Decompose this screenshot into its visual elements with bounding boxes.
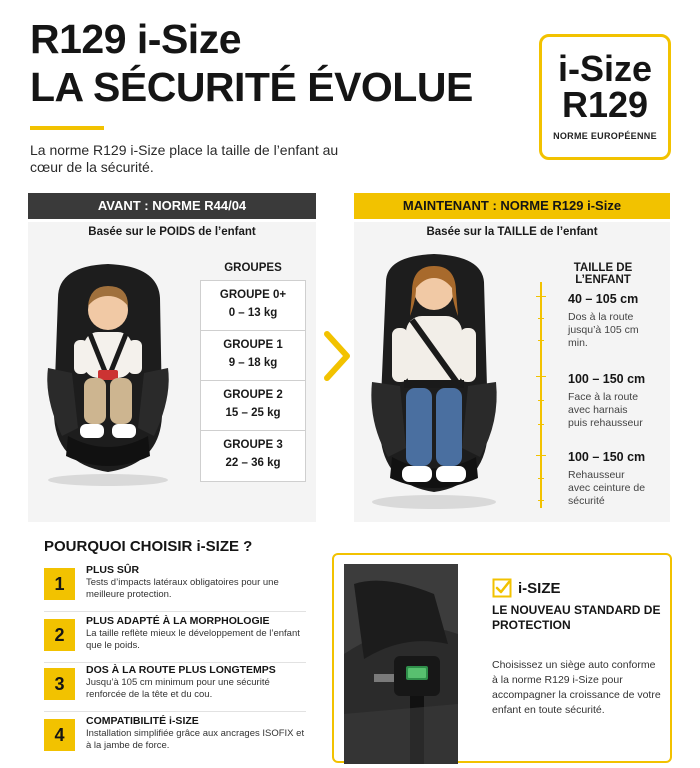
- car-seat-r44-illustration: [38, 258, 178, 488]
- scale-tick: [538, 500, 544, 501]
- page-title-line1: R129 i-Size: [30, 16, 241, 62]
- why-item: [44, 562, 306, 612]
- group-name: GROUPE 1: [223, 339, 283, 351]
- title-underline: [30, 126, 104, 130]
- why-title: POURQUOI CHOISIR i-SIZE ?: [44, 538, 253, 555]
- now-bar: MAINTENANT : NORME R129 i-Size: [354, 193, 670, 219]
- size-description: Rehausseur avec ceinture de sécurité: [568, 469, 646, 507]
- scale-tick: [538, 478, 544, 479]
- scale-tick: [536, 376, 546, 377]
- badge-line1: i-Size: [557, 48, 653, 89]
- why-item-title: DOS À LA ROUTE PLUS LONGTEMPS: [86, 664, 276, 676]
- group-row: [201, 331, 305, 381]
- group-weight: 9 – 18 kg: [228, 357, 278, 369]
- why-item: [44, 713, 306, 763]
- groups-column-title: GROUPES: [224, 262, 282, 274]
- scale-tick: [538, 424, 544, 425]
- why-item: [44, 662, 306, 712]
- card-label-row: [492, 578, 561, 598]
- group-row: [201, 381, 305, 431]
- scale-tick: [538, 340, 544, 341]
- why-item-title: PLUS SÛR: [86, 564, 140, 576]
- intro-text: La norme R129 i-Size place la taille de l’enfant au cœur de la sécurité.: [30, 142, 339, 175]
- size-range-block: [568, 292, 678, 350]
- isofix-base-photo: [344, 564, 458, 764]
- scale-tick: [536, 296, 546, 297]
- card-heading: LE NOUVEAU STANDARD DE PROTECTION: [492, 603, 661, 632]
- chevron-right-icon: [322, 330, 352, 382]
- size-range: 100 – 150 cm: [568, 450, 646, 464]
- size-range: 40 – 105 cm: [568, 292, 639, 306]
- why-item-desc: La taille reflète mieux le développement de l’enfant que le poids.: [86, 628, 300, 651]
- page-title-line2: LA SÉCURITÉ ÉVOLUE: [30, 64, 473, 110]
- size-description: Dos à la route jusqu’à 105 cm min.: [568, 311, 639, 349]
- badge-caption: NORME EUROPÉENNE: [553, 131, 657, 141]
- group-weight: 22 – 36 kg: [225, 457, 281, 469]
- group-name: GROUPE 0+: [219, 289, 287, 301]
- scale-tick: [538, 400, 544, 401]
- before-subtitle: Basée sur le POIDS de l’enfant: [88, 226, 256, 238]
- size-description: Face à la route avec harnais puis rehausseur: [568, 391, 643, 429]
- group-name: GROUPE 3: [223, 439, 283, 451]
- group-row: [201, 281, 305, 331]
- card-label: i-SIZE: [518, 579, 561, 597]
- isize-r129-badge: [539, 34, 671, 160]
- why-number: 4: [44, 719, 75, 751]
- size-range: 100 – 150 cm: [568, 372, 646, 386]
- group-row: [201, 431, 305, 481]
- badge-line2: R129: [561, 84, 649, 125]
- why-number: 3: [44, 668, 75, 700]
- why-item-title: COMPATIBILITÉ i-SIZE: [86, 715, 199, 727]
- car-seat-isize-illustration: [364, 252, 504, 512]
- group-name: GROUPE 2: [223, 389, 283, 401]
- why-item-desc: Installation simplifiée grâce aux ancrages ISOFIX et à la jambe de force.: [86, 728, 305, 751]
- group-weight: 0 – 13 kg: [228, 307, 278, 319]
- now-subtitle: Basée sur la TAILLE de l’enfant: [426, 226, 598, 238]
- why-item-desc: Jusqu’à 105 cm minimum pour une sécurité renforcée de la tête et du cou.: [86, 677, 270, 700]
- card-body: Choisissez un siège auto conforme à la norme R129 i-Size pour accompagner la croissance de votre enfant en toute sécurité.: [492, 659, 661, 716]
- size-range-block: [568, 372, 678, 430]
- groups-table: [200, 280, 306, 482]
- scale-tick: [538, 318, 544, 319]
- group-weight: 15 – 25 kg: [225, 407, 281, 419]
- why-item: [44, 613, 306, 663]
- before-bar: AVANT : NORME R44/04: [28, 193, 316, 219]
- height-scale-bar: [540, 282, 542, 508]
- size-column-title: TAILLE DE L’ENFANT: [573, 262, 633, 286]
- why-item-title: PLUS ADAPTÉ À LA MORPHOLOGIE: [86, 615, 270, 627]
- why-number: 2: [44, 619, 75, 651]
- why-number: 1: [44, 568, 75, 600]
- checkbox-check-icon: [492, 578, 512, 598]
- scale-tick: [536, 455, 546, 456]
- size-range-block: [568, 450, 678, 508]
- why-item-desc: Tests d’impacts latéraux obligatoires pour une meilleure protection.: [86, 577, 279, 600]
